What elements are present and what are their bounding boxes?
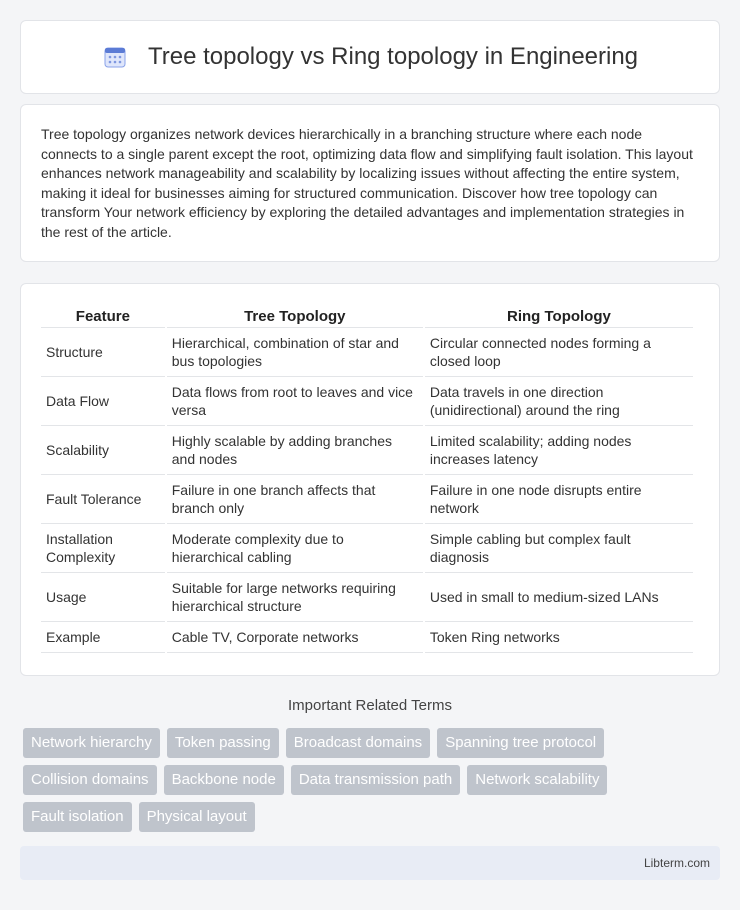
- related-term-tag[interactable]: Network hierarchy: [23, 728, 160, 758]
- table-cell-ring: Used in small to medium-sized LANs: [425, 573, 693, 622]
- table-cell-tree: Highly scalable by adding branches and nodes: [167, 426, 423, 475]
- table-cell-feature: Fault Tolerance: [41, 475, 165, 524]
- table-row: [41, 622, 693, 653]
- table-cell-tree: Suitable for large networks requiring hierarchical structure: [167, 573, 423, 622]
- table-cell-tree: Failure in one branch affects that branch only: [167, 475, 423, 524]
- table-row: [41, 377, 693, 426]
- intro-paragraph: Tree topology organizes network devices hierarchically in a branching structure where each node connects to a single parent except the root, optimizing data flow and simplifying fault isolation. This layout enhances network manageability and scalability by localizing issues without affecting the entire system, making it ideal for businesses aiming for structured communication. Discover how tree topology can transform Your network efficiency by exploring the detailed advantages and implementation strategies in the rest of the article.: [41, 126, 693, 240]
- footer: [20, 846, 720, 880]
- table-cell-tree: Moderate complexity due to hierarchical cabling: [167, 524, 423, 573]
- comparison-table-card: [20, 283, 720, 676]
- table-cell-tree: Hierarchical, combination of star and bus topologies: [167, 328, 423, 377]
- related-term-tag[interactable]: Backbone node: [164, 765, 284, 795]
- related-term-tag[interactable]: Physical layout: [139, 802, 255, 832]
- table-cell-feature: Usage: [41, 573, 165, 622]
- related-term-tag[interactable]: Broadcast domains: [286, 728, 430, 758]
- column-header-ring: Ring Topology: [425, 304, 693, 328]
- footer-source[interactable]: Libterm.com: [643, 856, 710, 870]
- table-cell-ring: Simple cabling but complex fault diagnosis: [425, 524, 693, 573]
- table-row: [41, 475, 693, 524]
- table-header-row: [41, 304, 693, 328]
- table-row: [41, 328, 693, 377]
- table-cell-ring: Token Ring networks: [425, 622, 693, 653]
- table-cell-feature: Structure: [41, 328, 165, 377]
- table-cell-ring: Failure in one node disrupts entire network: [425, 475, 693, 524]
- related-term-tag[interactable]: Data transmission path: [291, 765, 460, 795]
- comparison-table: [39, 304, 695, 653]
- related-term-tag[interactable]: Network scalability: [467, 765, 607, 795]
- calendar-icon: [102, 44, 128, 70]
- table-cell-tree: Cable TV, Corporate networks: [167, 622, 423, 653]
- related-term-tag[interactable]: Token passing: [167, 728, 279, 758]
- table-cell-feature: Example: [41, 622, 165, 653]
- title-card: [20, 20, 720, 94]
- page-title: Tree topology vs Ring topology in Engineering: [147, 43, 639, 70]
- table-row: [41, 524, 693, 573]
- table-cell-tree: Data flows from root to leaves and vice versa: [167, 377, 423, 426]
- table-row: [41, 573, 693, 622]
- table-cell-ring: Limited scalability; adding nodes increases latency: [425, 426, 693, 475]
- related-term-tag[interactable]: Fault isolation: [23, 802, 132, 832]
- intro-card: [20, 104, 720, 262]
- column-header-tree: Tree Topology: [167, 304, 423, 328]
- table-cell-ring: Circular connected nodes forming a closed loop: [425, 328, 693, 377]
- related-term-tag[interactable]: Collision domains: [23, 765, 157, 795]
- related-term-tag[interactable]: Spanning tree protocol: [437, 728, 604, 758]
- related-terms-list: [23, 728, 723, 839]
- table-cell-feature: Installation Complexity: [41, 524, 165, 573]
- related-terms-heading: Important Related Terms: [288, 697, 452, 714]
- table-cell-feature: Data Flow: [41, 377, 165, 426]
- table-row: [41, 426, 693, 475]
- column-header-feature: Feature: [41, 304, 165, 328]
- table-cell-ring: Data travels in one direction (unidirectional) around the ring: [425, 377, 693, 426]
- table-cell-feature: Scalability: [41, 426, 165, 475]
